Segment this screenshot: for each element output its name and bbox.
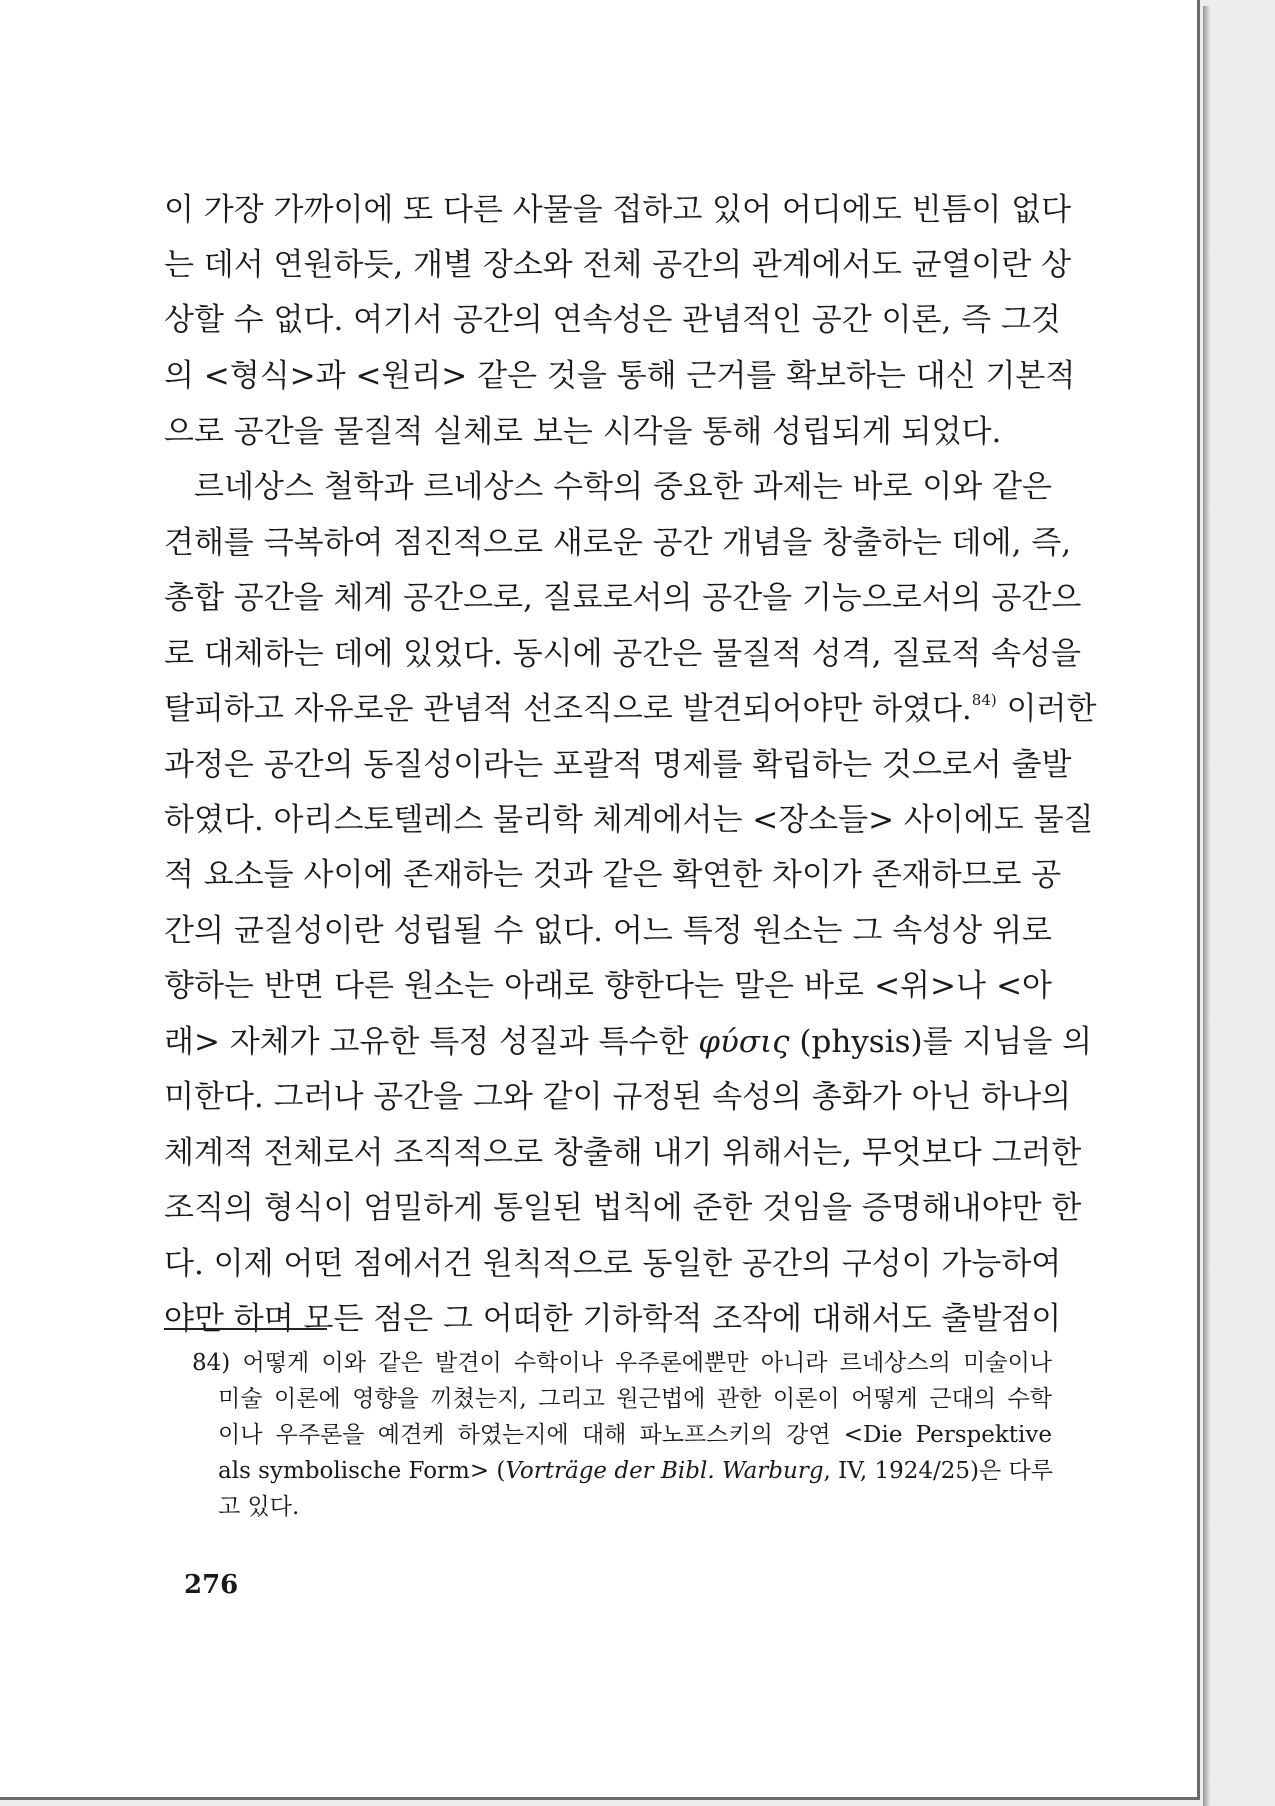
footnote-divider bbox=[164, 1328, 327, 1330]
body-line-tail: (physis)를 지님을 의 bbox=[789, 1024, 1093, 1060]
body-line: 미한다. 그러나 공간을 그와 같이 규정된 속성의 총화가 아닌 하나의 bbox=[164, 1079, 1072, 1115]
footnote-line: 미술 이론에 영향을 끼쳤는지, 그리고 원근법에 관한 이론이 어떻게 근대의 수학 bbox=[218, 1386, 1052, 1412]
body-line-tail: 이러한 bbox=[996, 691, 1097, 727]
footnote-line: 이나 우주론을 예견케 하였는지에 대해 파노프스키의 강연 <Die Perspektive bbox=[218, 1422, 1052, 1448]
body-line: 로 대체하는 데에 있었다. 동시에 공간은 물질적 성격, 질료적 속성을 bbox=[164, 636, 1081, 672]
body-line: 의 <형식>과 <원리> 같은 것을 통해 근거를 확보하는 대신 기본적 bbox=[164, 358, 1076, 394]
body-line: 상할 수 없다. 여기서 공간의 연속성은 관념적인 공간 이론, 즉 그것 bbox=[164, 302, 1061, 338]
body-line: 총합 공간을 체계 공간으로, 질료로서의 공간을 기능으로서의 공간으 bbox=[164, 580, 1082, 616]
body-line: 야만 하며 모든 점은 그 어떠한 기하학적 조작에 대해서도 출발점이 bbox=[164, 1301, 1062, 1337]
body-line: 체계적 전체로서 조직적으로 창출해 내기 위해서는, 무엇보다 그러한 bbox=[164, 1135, 1082, 1171]
body-line: 는 데서 연원하듯, 개별 장소와 전체 공간의 관계에서도 균열이란 상 bbox=[164, 247, 1072, 283]
citation-title: Vorträge der Bibl. Warburg bbox=[505, 1458, 824, 1484]
page-edge-shadow bbox=[1203, 6, 1210, 1806]
body-line: 조직의 형식이 엄밀하게 통일된 법칙에 준한 것임을 증명해내야만 한 bbox=[164, 1190, 1082, 1226]
body-line: 간의 균질성이란 성립될 수 없다. 어느 특정 원소는 그 속성상 위로 bbox=[164, 913, 1052, 949]
footnote-line: 고 있다. bbox=[218, 1494, 300, 1520]
body-line-with-footnote bbox=[164, 689, 1097, 729]
greek-term: φύσις bbox=[698, 1024, 790, 1060]
body-line: 견해를 극복하여 점진적으로 새로운 공간 개념을 창출하는 데에, 즉, bbox=[164, 525, 1072, 561]
body-line-with-greek bbox=[164, 1022, 1093, 1062]
body-line: 하였다. 아리스토텔레스 물리학 체계에서는 <장소들> 사이에도 물질 bbox=[164, 802, 1094, 838]
footnote-text: als symbolische Form> ( bbox=[218, 1458, 506, 1484]
body-line-text: 탈피하고 자유로운 관념적 선조직으로 발견되어야만 하였다. bbox=[164, 691, 972, 727]
footnote-line-citation bbox=[218, 1456, 1052, 1486]
footnote-text: , IV, 1924/25)은 다루 bbox=[823, 1458, 1053, 1484]
body-line: 다. 이제 어떤 점에서건 원칙적으로 동일한 공간의 구성이 가능하여 bbox=[164, 1246, 1062, 1282]
body-line: 적 요소들 사이에 존재하는 것과 같은 확연한 차이가 존재하므로 공 bbox=[164, 857, 1062, 893]
body-line-paragraph-start: 르네상스 철학과 르네상스 수학의 중요한 과제는 바로 이와 같은 bbox=[194, 469, 1052, 505]
body-line: 과정은 공간의 동질성이라는 포괄적 명제를 확립하는 것으로서 출발 bbox=[164, 747, 1072, 783]
body-line: 이 가장 가까이에 또 다른 사물을 접하고 있어 어디에도 빈틈이 없다 bbox=[164, 192, 1072, 228]
page-number: 276 bbox=[184, 1570, 239, 1600]
body-line: 향하는 반면 다른 원소는 아래로 향한다는 말은 바로 <위>나 <아 bbox=[164, 968, 1052, 1004]
footnote-line: 84) 어떻게 이와 같은 발견이 수학이나 우주론에뿐만 아니라 르네상스의 미술이나 bbox=[192, 1350, 1052, 1376]
body-line-text: 래> 자체가 고유한 특정 성질과 특수한 bbox=[164, 1024, 689, 1060]
footnote-reference[interactable]: 84) bbox=[971, 691, 997, 709]
body-line: 으로 공간을 물질적 실체로 보는 시각을 통해 성립되게 되었다. bbox=[164, 414, 1002, 450]
